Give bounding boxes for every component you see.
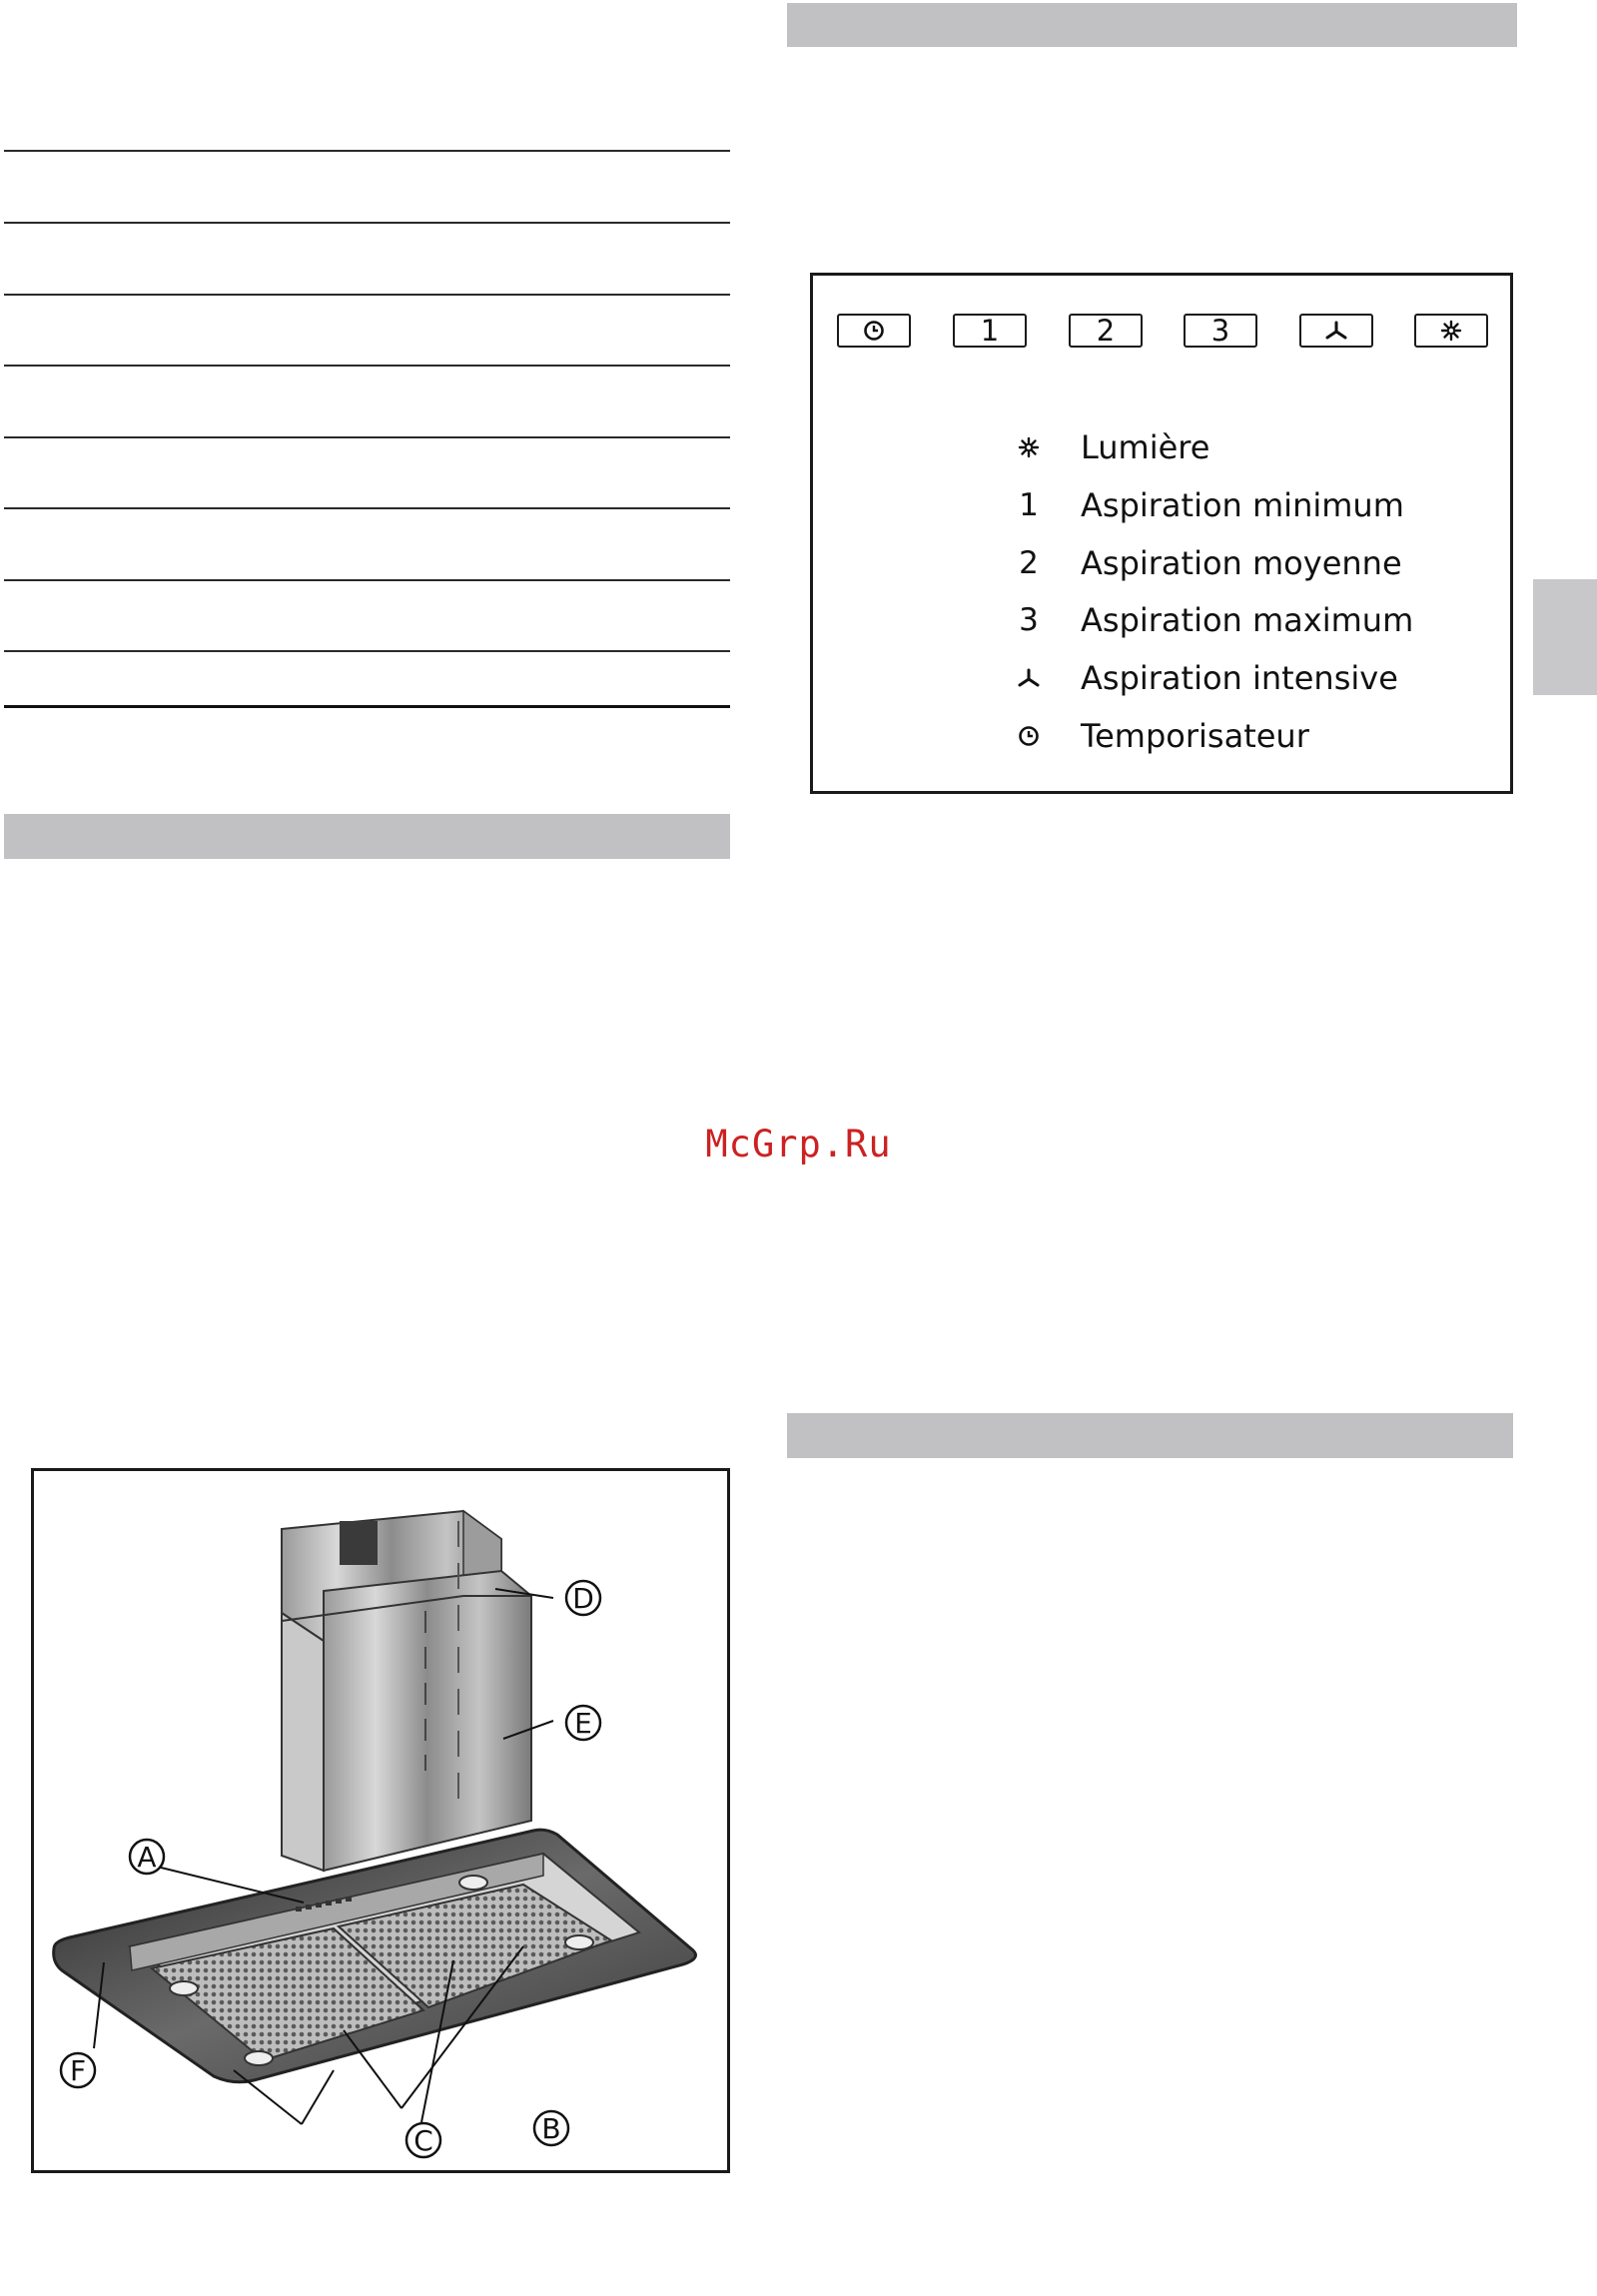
clock-icon: [863, 320, 885, 342]
legend-label: Aspiration intensive: [1081, 659, 1398, 697]
timer-button[interactable]: [837, 314, 911, 348]
callout-f: [61, 2053, 95, 2087]
clock-icon: [998, 725, 1060, 747]
section-header-bar-top-right: [787, 3, 1517, 47]
table-rule-5: [4, 436, 730, 438]
legend-symbol: 3: [1019, 602, 1039, 638]
legend-item-light: [998, 424, 1209, 470]
callout-c: [406, 2123, 440, 2157]
legend-item-timer: [998, 713, 1309, 759]
speed-1-button[interactable]: 1: [953, 314, 1027, 348]
callout-b: [534, 2111, 568, 2145]
svg-text:B: B: [541, 2112, 561, 2145]
legend-symbol: 2: [1019, 545, 1039, 581]
section-header-bar-bottom-right: [787, 1413, 1513, 1458]
table-rule-4: [4, 365, 730, 367]
section-header-bar-left: [4, 814, 730, 859]
speed-3-button[interactable]: 3: [1184, 314, 1257, 348]
legend-label: Temporisateur: [1081, 717, 1309, 755]
callout-d: [566, 1581, 600, 1615]
table-rule-7: [4, 579, 730, 581]
cooker-hood-illustration: [34, 1471, 727, 2170]
legend-item-intensive: [998, 655, 1398, 701]
light-button[interactable]: [1414, 314, 1488, 348]
table-rule-bottom: [4, 705, 730, 708]
table-rule-3: [4, 294, 730, 296]
svg-text:D: D: [572, 1582, 594, 1615]
svg-text:E: E: [574, 1707, 592, 1740]
table-rule-8: [4, 650, 730, 652]
light-icon: [998, 435, 1060, 459]
legend-item-speed-2: [998, 540, 1402, 586]
table-rule-1: [4, 150, 730, 152]
legend-item-speed-1: [998, 482, 1404, 528]
legend-item-speed-3: [998, 597, 1413, 643]
light-icon: [1439, 319, 1463, 343]
intensive-button[interactable]: [1299, 314, 1373, 348]
table-rule-2: [4, 222, 730, 224]
legend-label: Lumière: [1081, 428, 1210, 466]
cooker-hood-figure: [31, 1468, 730, 2173]
watermark: McGrp.Ru: [705, 1123, 892, 1165]
legend-symbol: 1: [1019, 487, 1039, 523]
table-rule-6: [4, 507, 730, 509]
svg-text:A: A: [137, 1841, 157, 1874]
fan-icon: [998, 667, 1060, 689]
control-panel-diagram: [810, 273, 1513, 794]
chapter-side-tab: [1533, 579, 1597, 695]
callout-e: [566, 1706, 600, 1740]
legend-label: Aspiration moyenne: [1081, 544, 1402, 582]
svg-text:C: C: [413, 2124, 433, 2157]
legend-label: Aspiration maximum: [1081, 601, 1414, 639]
legend-label: Aspiration minimum: [1081, 486, 1404, 524]
fan-icon: [1323, 320, 1349, 342]
svg-text:F: F: [69, 2054, 87, 2087]
callout-a: [130, 1840, 164, 1874]
speed-2-button[interactable]: 2: [1069, 314, 1143, 348]
